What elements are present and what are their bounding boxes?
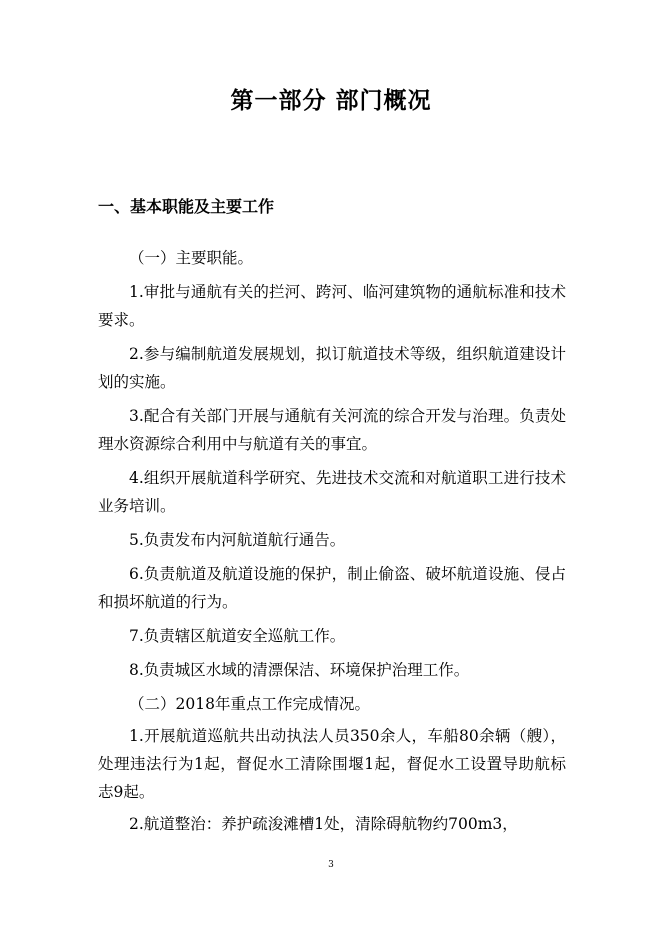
- section-heading: 一、基本职能及主要工作: [98, 197, 275, 216]
- paragraph: （一）主要职能。: [129, 249, 254, 267]
- paragraph: 5.负责发布内河航道航行通告。: [129, 531, 346, 549]
- document-body: [98, 244, 566, 844]
- page-title: 第一部分 部门概况: [230, 88, 432, 114]
- paragraph: 2.参与编制航道发展规划，拟订航道技术等级，组织航道建设计划的实施。: [98, 345, 566, 391]
- page-number: 3: [328, 860, 334, 870]
- paragraph: 8.负责城区水域的清漂保洁、环境保护治理工作。: [129, 661, 470, 679]
- paragraph: 2.航道整治：养护疏浚滩槽1处，清除碍航物约700m3，: [129, 815, 518, 833]
- paragraph: 3.配合有关部门开展与通航有关河流的综合开发与治理。负责处理水资源综合利用中与航道有关的事宜。: [98, 407, 566, 453]
- paragraph: 1.开展航道巡航共出动执法人员350余人，车船80余辆（艘），处理违法行为1起，督促水工清除围堰1起，督促水工设置导助航标志9起。: [98, 727, 566, 801]
- paragraph: 6.负责航道及航道设施的保护，制止偷盗、破坏航道设施、侵占和损坏航道的行为。: [98, 565, 566, 611]
- paragraph: 4.组织开展航道科学研究、先进技术交流和对航道职工进行技术业务培训。: [98, 469, 566, 515]
- paragraph: 1.审批与通航有关的拦河、跨河、临河建筑物的通航标准和技术要求。: [98, 283, 566, 329]
- paragraph: 7.负责辖区航道安全巡航工作。: [129, 627, 346, 645]
- paragraph: （二）2018年重点工作完成情况。: [129, 695, 370, 713]
